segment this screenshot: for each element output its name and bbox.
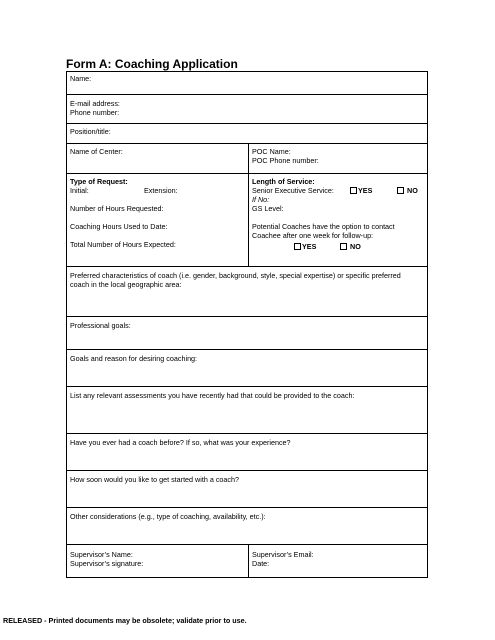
start-row[interactable] [67, 470, 427, 507]
followup-no-label: NO [350, 242, 361, 251]
followup-yes-checkbox[interactable] [294, 243, 301, 250]
followup-no-checkbox[interactable] [340, 243, 347, 250]
service-heading: Length of Service: [252, 177, 315, 186]
preferred-row[interactable] [67, 266, 427, 316]
ses-yes-checkbox[interactable] [350, 187, 357, 194]
ses-yes-option[interactable] [350, 186, 372, 195]
hours-used-label[interactable]: Coaching Hours Used to Date: [70, 222, 168, 231]
name-row[interactable] [67, 72, 427, 94]
contact-row[interactable] [67, 94, 427, 123]
ses-no-checkbox[interactable] [397, 187, 404, 194]
start-label: How soon would you like to get started with a coach? [70, 475, 240, 484]
reason-row[interactable] [67, 349, 427, 386]
hours-expected-label[interactable]: Total Number of Hours Expected: [70, 240, 176, 249]
release-footer: RELEASED - Printed documents may be obsolete; validate prior to use. [3, 616, 247, 625]
poc-name-label: POC Name: [252, 147, 291, 156]
supervisor-email-label: Supervisor’s Email: [252, 550, 314, 559]
hours-requested-label[interactable]: Number of Hours Requested: [70, 204, 164, 213]
preferred-label: Preferred characteristics of coach (i.e. gender, background, style, special expertise) or specific preferred coach in the local geographic area: [70, 271, 401, 289]
request-heading: Type of Request: [70, 177, 128, 186]
assessments-label: List any relevant assessments you have recently had that could be provided to the coach: [70, 391, 355, 400]
center-label: Name of Center: [70, 147, 123, 156]
form-title: Form A: Coaching Application [66, 57, 238, 71]
initial-label[interactable]: Initial: [70, 186, 89, 195]
goals-row[interactable] [67, 316, 427, 349]
service-cell [248, 174, 427, 266]
supervisor-left-cell[interactable] [67, 545, 248, 578]
if-no-label: If No: [252, 195, 270, 204]
poc-phone-label: POC Phone number: [252, 156, 319, 165]
supervisor-right-cell[interactable] [248, 545, 427, 578]
name-label: Name: [70, 74, 92, 83]
prior-coach-row[interactable] [67, 433, 427, 470]
ses-no-label: NO [407, 186, 418, 195]
followup-no-option[interactable] [340, 242, 361, 251]
ses-yes-label: YES [358, 186, 373, 195]
position-row[interactable] [67, 123, 427, 143]
ses-no-option[interactable] [397, 186, 418, 195]
supervisor-row [67, 544, 427, 578]
prior-coach-label: Have you ever had a coach before? If so, what was your experience? [70, 438, 291, 447]
position-label: Position/title: [70, 127, 111, 136]
date-label: Date: [252, 559, 270, 568]
assessments-row[interactable] [67, 386, 427, 433]
gs-level-label[interactable]: GS Level: [252, 204, 284, 213]
center-poc-row [67, 143, 427, 173]
poc-cell[interactable] [248, 144, 427, 173]
other-row[interactable] [67, 507, 427, 544]
followup-yes-option[interactable] [294, 242, 316, 251]
reason-label: Goals and reason for desiring coaching: [70, 354, 198, 363]
center-cell[interactable] [67, 144, 248, 173]
request-service-row [67, 173, 427, 266]
coaching-application-form [66, 71, 428, 578]
phone-label: Phone number: [70, 108, 120, 117]
followup-text: Potential Coaches have the option to contact Coachee after one week for follow-up: [252, 222, 395, 240]
ses-label: Senior Executive Service: [252, 186, 334, 195]
extension-label[interactable]: Extension: [144, 186, 178, 195]
supervisor-name-label: Supervisor’s Name: [70, 550, 133, 559]
email-label: E-mail address: [70, 99, 120, 108]
followup-yes-label: YES [302, 242, 317, 251]
request-cell [67, 174, 248, 266]
goals-label: Professional goals: [70, 321, 131, 330]
supervisor-signature-label: Supervisor’s signature: [70, 559, 144, 568]
other-label: Other considerations (e.g., type of coaching, availability, etc.): [70, 512, 266, 521]
